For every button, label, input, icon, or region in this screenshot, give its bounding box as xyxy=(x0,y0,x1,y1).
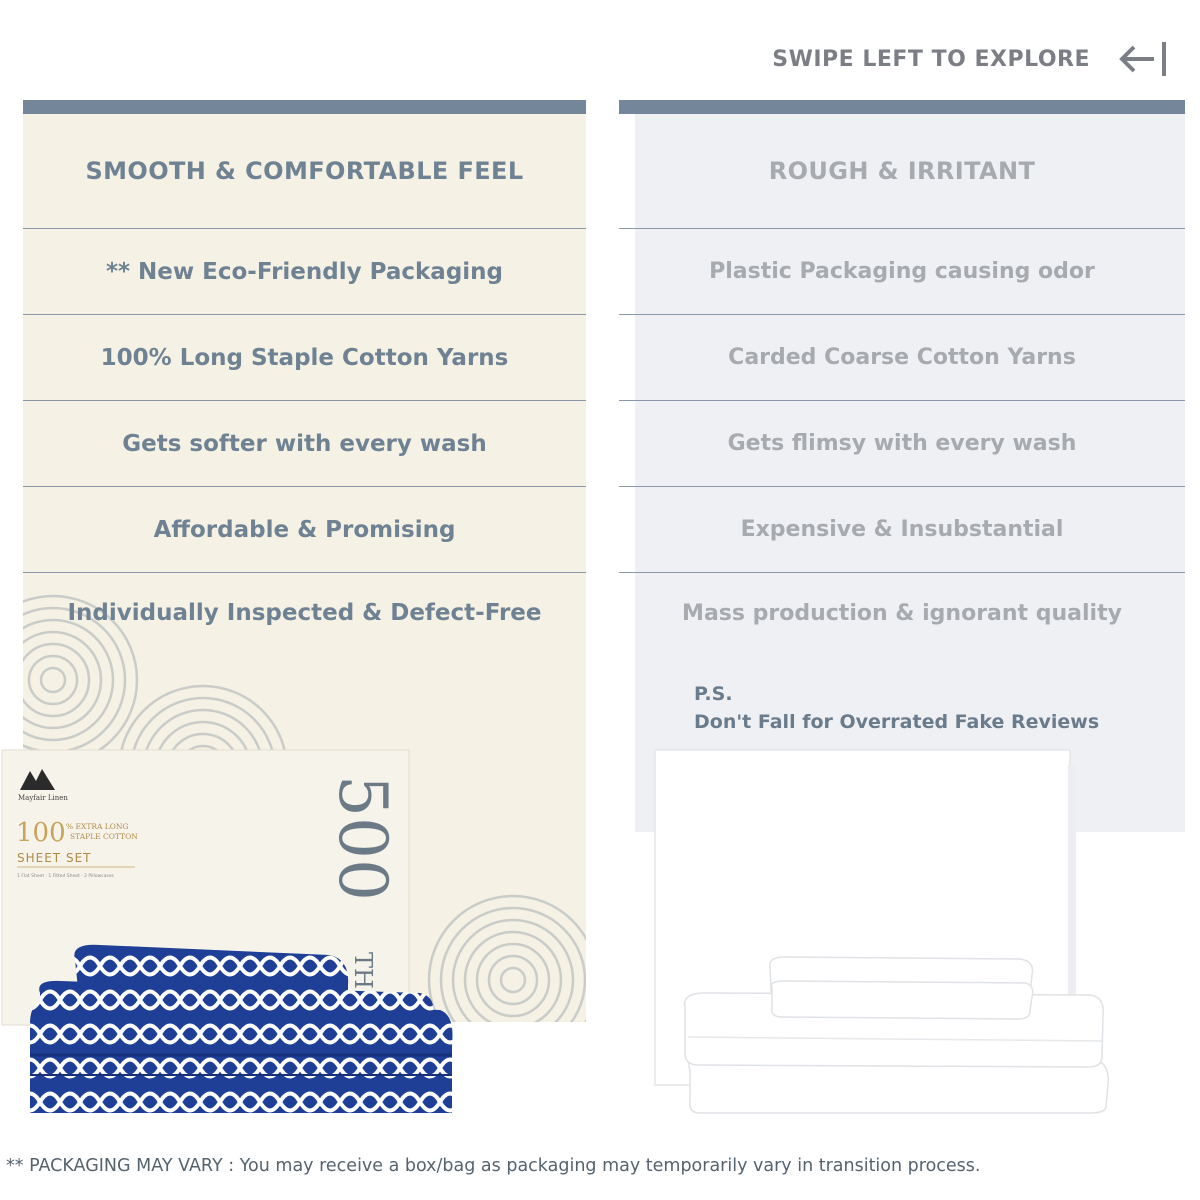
left-heading: SMOOTH & COMFORTABLE FEEL xyxy=(85,157,524,185)
right-heading: ROUGH & IRRITANT xyxy=(768,157,1036,185)
right-row-wash: Gets flimsy with every wash xyxy=(727,431,1077,456)
right-row-yarns: Carded Coarse Cotton Yarns xyxy=(728,345,1076,370)
left-row-price: Affordable & Promising xyxy=(153,516,456,543)
box-brand: Mayfair Linen xyxy=(18,794,68,802)
right-row-packaging: Plastic Packaging causing odor xyxy=(709,259,1095,284)
right-row-quality: Mass production & ignorant quality xyxy=(682,600,1122,626)
packaging-footnote: ** PACKAGING MAY VARY : You may receive a box/bag as packaging may temporarily vary in transition process. xyxy=(6,1156,981,1176)
left-row-yarns: 100% Long Staple Cotton Yarns xyxy=(100,344,509,371)
ps-note xyxy=(694,680,1099,736)
product-image-ours xyxy=(0,745,460,1125)
arrow-left-to-bar-icon xyxy=(1118,40,1170,78)
box-big-number: 100 xyxy=(16,818,66,848)
box-contents: 1 Flat Sheet · 1 Fitted Sheet · 2 Pillowcases xyxy=(17,874,114,879)
ps-text: Don't Fall for Overrated Fake Reviews xyxy=(694,711,1100,733)
box-thread-count: 500 xyxy=(324,775,401,901)
right-row-price: Expensive & Insubstantial xyxy=(740,517,1064,542)
left-row-inspection: Individually Inspected & Defect-Free xyxy=(67,600,542,626)
ps-label: P.S. xyxy=(694,683,733,705)
left-row-wash: Gets softer with every wash xyxy=(122,430,487,457)
column-top-bar xyxy=(619,100,1185,114)
swipe-label: SWIPE LEFT TO EXPLORE xyxy=(772,46,1090,72)
swipe-hint xyxy=(772,40,1170,78)
box-thread-label: TH xyxy=(349,952,377,989)
box-percent-line2: STAPLE COTTON xyxy=(70,832,138,841)
product-image-others xyxy=(650,745,1120,1125)
box-title: SHEET SET xyxy=(17,851,92,865)
left-row-packaging: ** New Eco-Friendly Packaging xyxy=(105,258,504,285)
column-top-bar xyxy=(23,100,586,114)
box-percent-line1: % EXTRA LONG xyxy=(66,822,129,831)
